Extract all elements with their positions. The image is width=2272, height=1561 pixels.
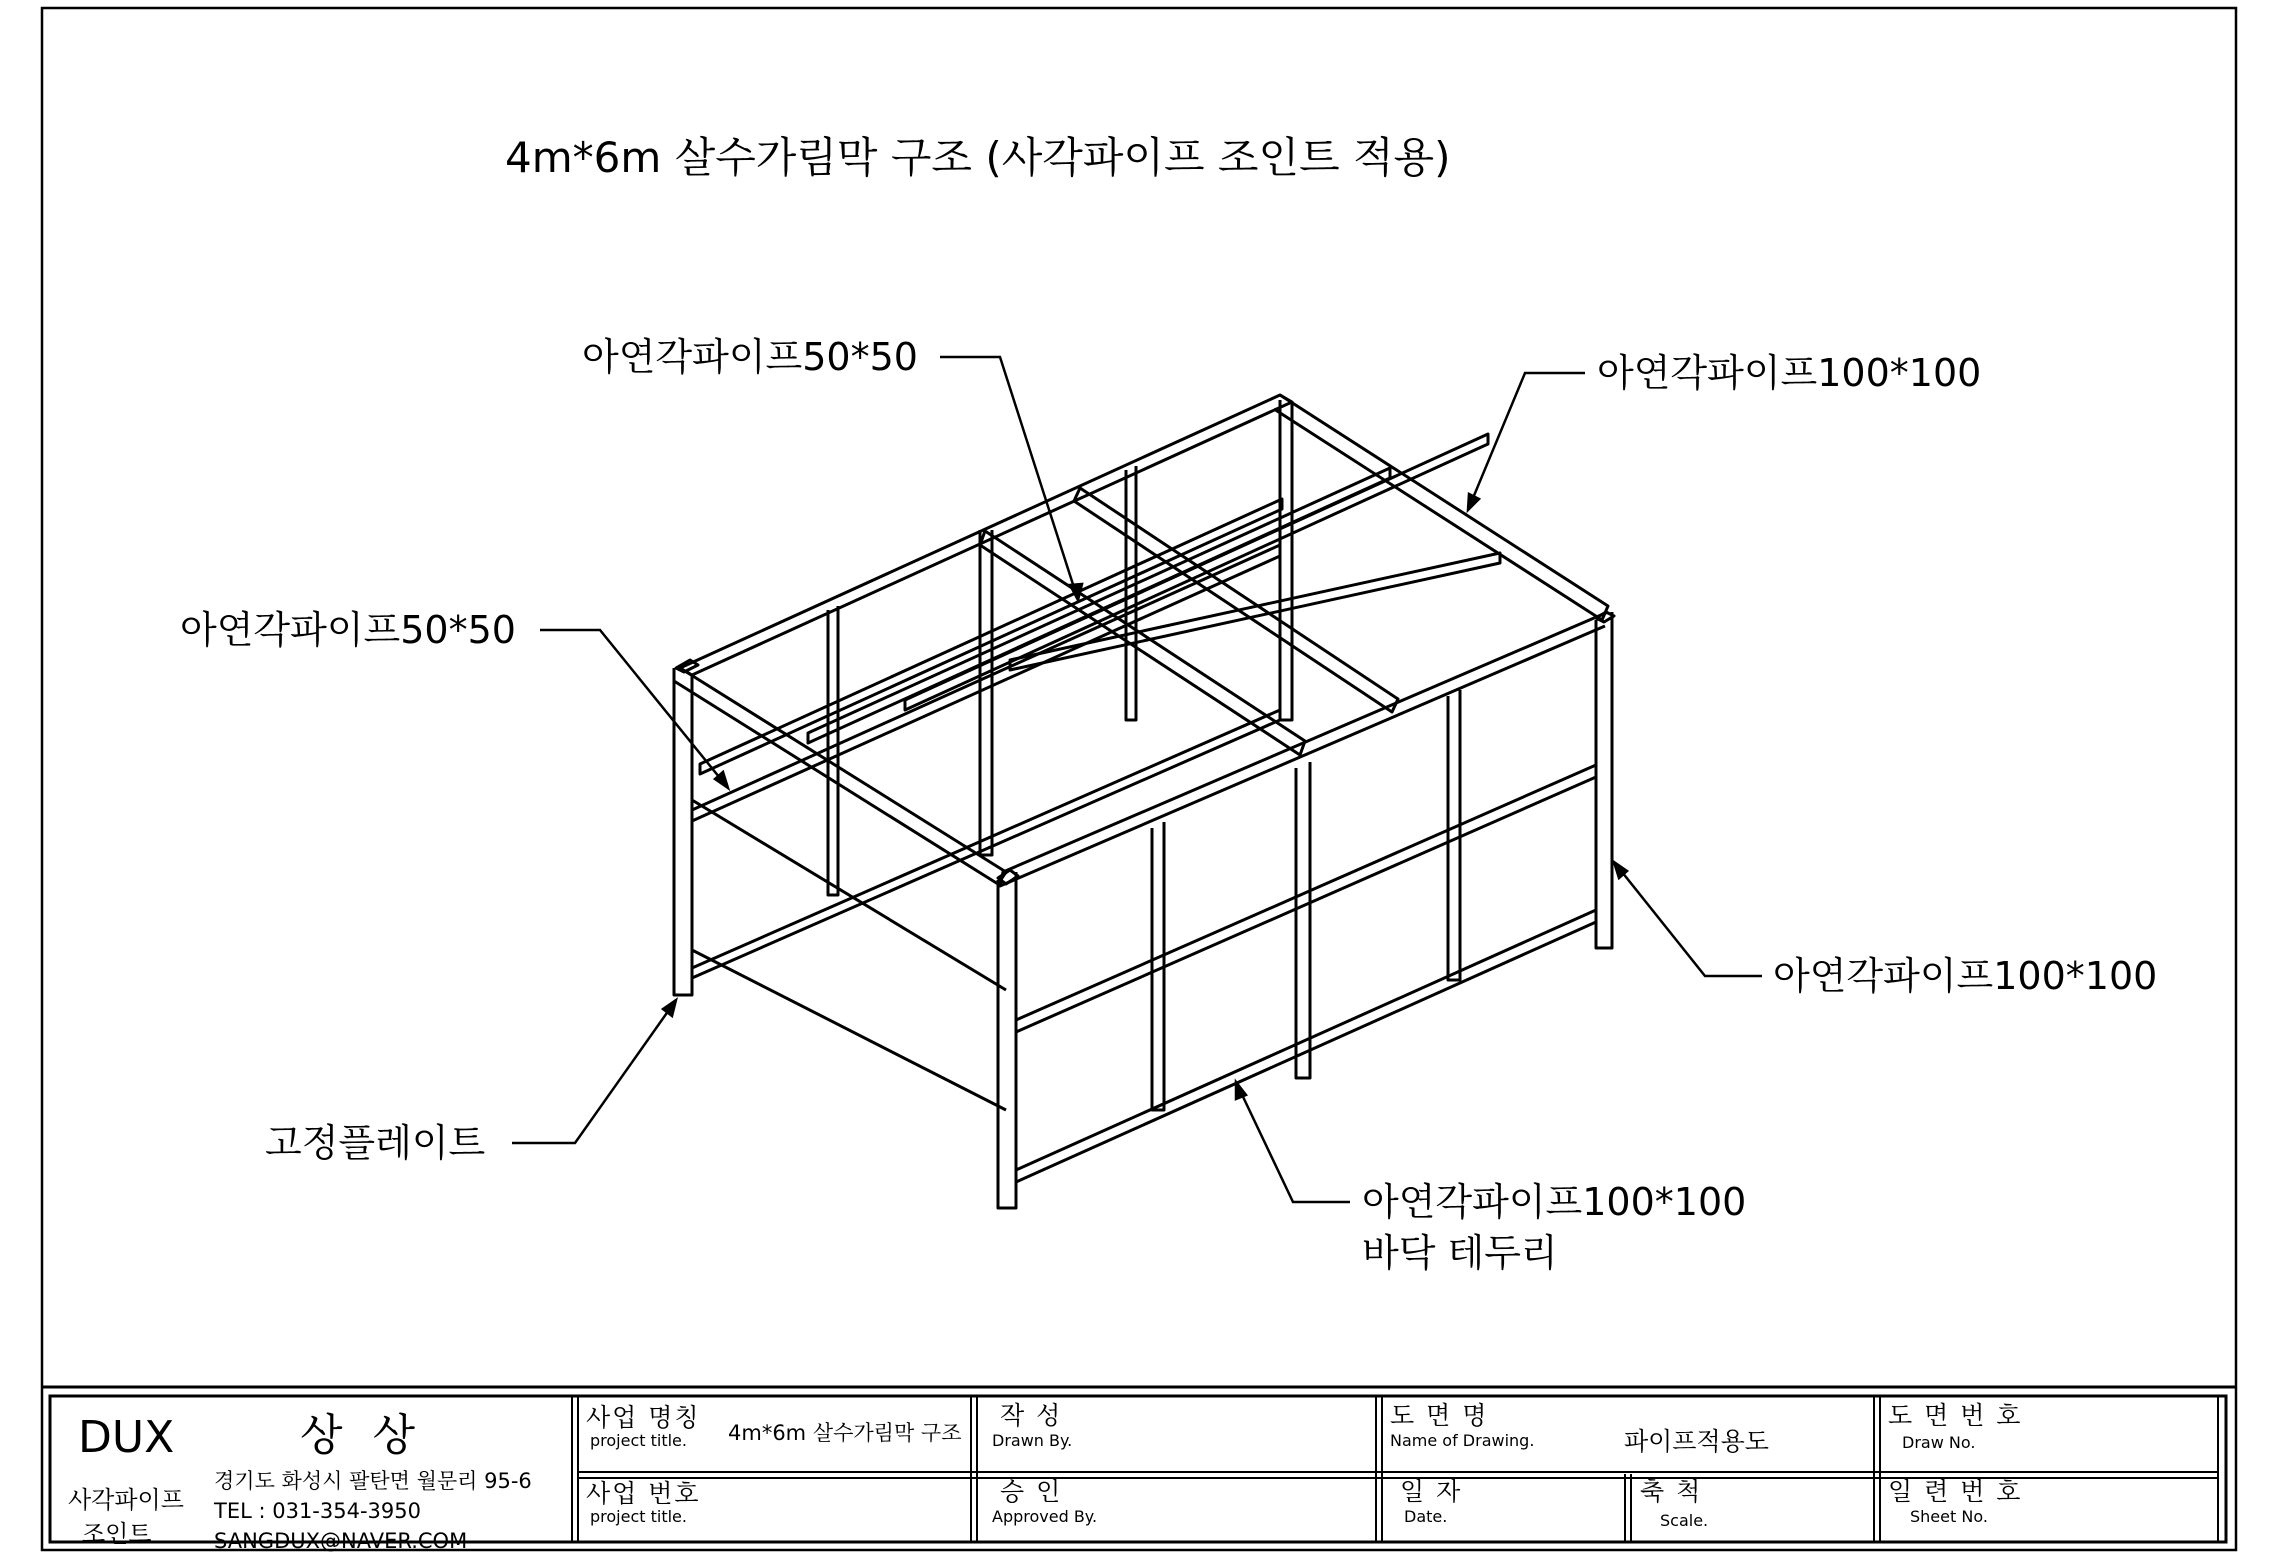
girt-front-upper bbox=[1016, 765, 1596, 1032]
arrow-top-left bbox=[1070, 584, 1082, 600]
company-tel: TEL : 031-354-3950 bbox=[214, 1499, 421, 1523]
post-front-3 bbox=[1448, 690, 1460, 980]
leader-top-right bbox=[1468, 373, 1585, 510]
drawing-name-value: 파이프적용도 bbox=[1624, 1427, 1769, 1456]
post-front-corner bbox=[998, 872, 1016, 1208]
post-back-corner bbox=[1280, 400, 1292, 720]
company-product-line1: 사각파이프 bbox=[68, 1486, 184, 1514]
scale-label: 축 척 bbox=[1640, 1477, 1703, 1506]
drawn-by-sub: Drawn By. bbox=[992, 1431, 1073, 1450]
drawing-name-label: 도 면 명 bbox=[1390, 1401, 1489, 1430]
draw-no-sub: Draw No. bbox=[1902, 1433, 1976, 1452]
post-back-mid bbox=[980, 530, 992, 855]
arrow-top-right bbox=[1468, 494, 1479, 510]
draw-no-label: 도 면 번 호 bbox=[1888, 1401, 2023, 1430]
drawing-name-sub: Name of Drawing. bbox=[1390, 1431, 1535, 1450]
company-name: 상 상 bbox=[300, 1410, 423, 1461]
company-address: 경기도 화성시 팔탄면 월문리 95-6 bbox=[214, 1469, 532, 1493]
structure-frame bbox=[674, 395, 1614, 1208]
approved-by-label: 승 인 bbox=[1000, 1477, 1063, 1506]
post-right-corner bbox=[1596, 612, 1612, 948]
sheet-border bbox=[42, 8, 2236, 1550]
post-front-2 bbox=[1296, 762, 1310, 1078]
label-pipe-100-right: 아연각파이프100*100 bbox=[1773, 954, 2158, 998]
company-email: SANGDUX@NAVER.COM bbox=[214, 1529, 468, 1553]
sheet-no-sub: Sheet No. bbox=[1910, 1507, 1988, 1526]
project-name-label: 사업 명칭 bbox=[586, 1403, 701, 1432]
approved-by-sub: Approved By. bbox=[992, 1507, 1098, 1526]
company-product-line2: 조인트 bbox=[82, 1520, 152, 1548]
label-pipe-50-top: 아연각파이프50*50 bbox=[582, 335, 918, 379]
post-back-right-mid bbox=[1126, 466, 1136, 720]
post-front-left bbox=[674, 668, 692, 995]
label-pipe-100-top: 아연각파이프100*100 bbox=[1597, 351, 1982, 395]
project-name-value: 4m*6m 살수가림막 구조 bbox=[728, 1421, 962, 1445]
leader-bottom bbox=[1236, 1082, 1350, 1202]
drawing-title: 4m*6m 살수가림막 구조 (사각파이프 조인트 적용) bbox=[505, 133, 1451, 182]
girt-front-lower-floor bbox=[1016, 910, 1596, 1182]
leader-plate bbox=[512, 1000, 676, 1143]
date-sub: Date. bbox=[1404, 1507, 1448, 1526]
girt-left-upper bbox=[692, 800, 1006, 990]
sheet-no-label: 일 련 번 호 bbox=[1888, 1477, 2023, 1506]
arrow-bottom bbox=[1236, 1082, 1246, 1099]
girt-back-lower bbox=[692, 710, 1280, 978]
project-no-label: 사업 번호 bbox=[586, 1479, 701, 1508]
post-front-1 bbox=[1152, 822, 1164, 1110]
scale-sub: Scale. bbox=[1660, 1511, 1709, 1530]
label-floor-frame: 바닥 테두리 bbox=[1362, 1231, 1558, 1275]
project-name-sub: project title. bbox=[590, 1431, 687, 1450]
date-label: 일 자 bbox=[1400, 1477, 1463, 1506]
label-pipe-50-left: 아연각파이프50*50 bbox=[180, 608, 516, 652]
drawn-by-label: 작 성 bbox=[1000, 1401, 1063, 1430]
post-back-left-mid bbox=[828, 606, 838, 895]
leader-right bbox=[1614, 862, 1762, 976]
company-brand: DUX bbox=[78, 1412, 175, 1463]
label-fixing-plate: 고정플레이트 bbox=[265, 1121, 486, 1165]
title-block bbox=[42, 1387, 2236, 1553]
label-pipe-100-bottom: 아연각파이프100*100 bbox=[1362, 1180, 1747, 1224]
girt-left-lower bbox=[692, 950, 1006, 1110]
project-no-sub: project title. bbox=[590, 1507, 687, 1526]
